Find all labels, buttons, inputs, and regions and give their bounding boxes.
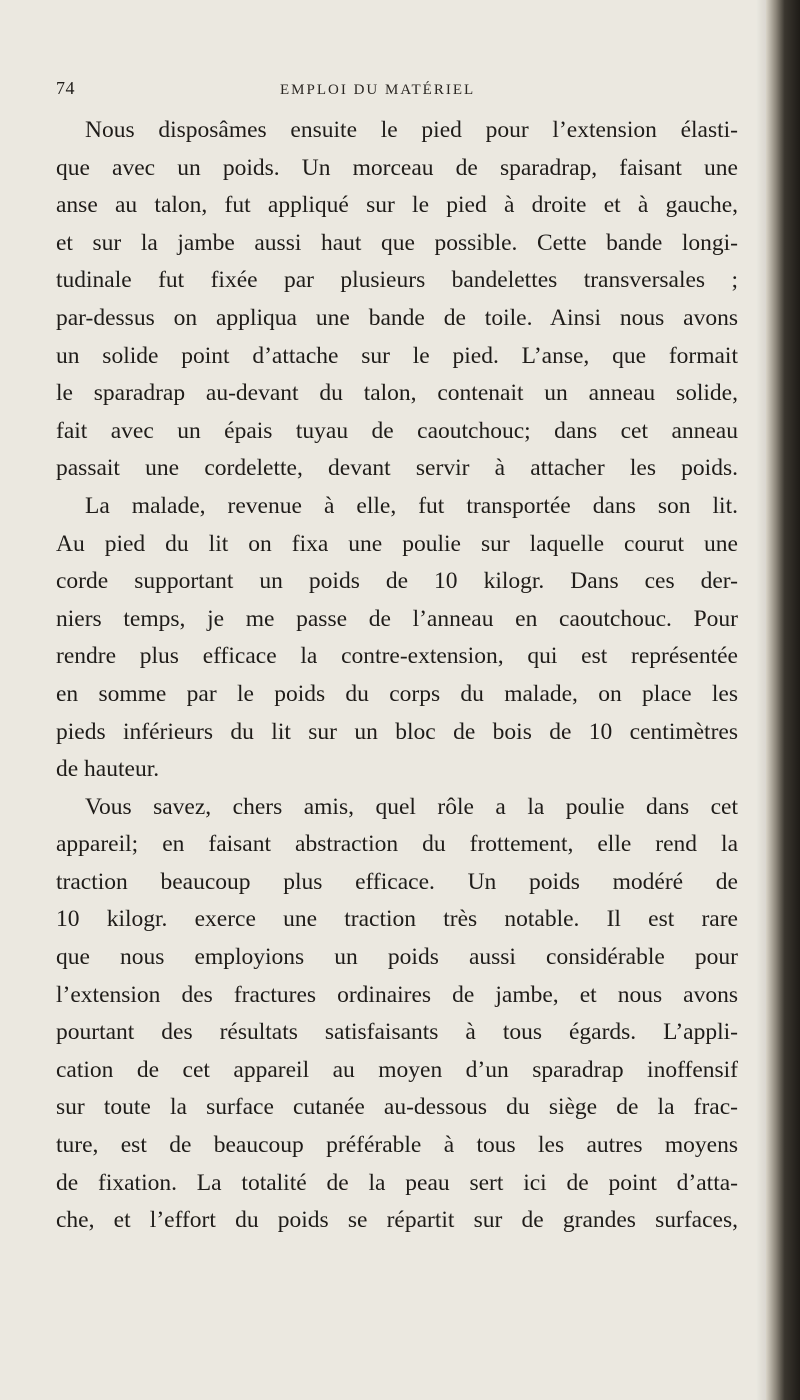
text-line: Au pied du lit on fixa une poulie sur laquelle courut une (56, 530, 738, 557)
body-text (56, 112, 738, 1240)
text-line: fait avec un épais tuyau de caoutchouc; dans cet anneau (56, 417, 738, 444)
text-line: traction beaucoup plus efficace. Un poids modéré de (56, 868, 738, 895)
text-line: le sparadrap au-devant du talon, contenait un anneau solide, (56, 380, 738, 407)
text-line: sur toute la surface cutanée au-dessous du siège de la frac- (56, 1094, 738, 1121)
text-line: par-dessus on appliqua une bande de toile. Ainsi nous avons (56, 304, 738, 331)
text-line: corde supportant un poids de 10 kilogr. Dans ces der- (56, 568, 738, 595)
text-line: un solide point d’attache sur le pied. L’anse, que formait (56, 342, 738, 369)
text-line: de fixation. La totalité de la peau sert ici de point d’atta- (56, 1169, 738, 1196)
text-line: Vous savez, chers amis, quel rôle a la poulie dans cet (85, 793, 738, 820)
text-line: ture, est de beaucoup préférable à tous les autres moyens (56, 1132, 738, 1159)
text-line: niers temps, je me passe de l’anneau en caoutchouc. Pour (56, 605, 738, 632)
text-line: l’extension des fractures ordinaires de jambe, et nous avons (56, 981, 738, 1008)
running-head: EMPLOI DU MATÉRIEL (280, 82, 476, 98)
text-line: rendre plus efficace la contre-extension, qui est représentée (56, 643, 738, 670)
binding-shadow (756, 0, 766, 1400)
page-number: 74 (56, 78, 75, 98)
text-line: che, et l’effort du poids se répartit sur de grandes surfaces, (56, 1207, 738, 1234)
book-binding-edge (766, 0, 800, 1400)
text-line: Nous disposâmes ensuite le pied pour l’extension élasti- (85, 117, 738, 143)
text-line: cation de cet appareil au moyen d’un sparadrap inoffensif (56, 1056, 738, 1083)
text-line: appareil; en faisant abstraction du frottement, elle rend la (56, 831, 738, 858)
text-line: pieds inférieurs du lit sur un bloc de bois de 10 centimètres (56, 718, 738, 745)
text-line: en somme par le poids du corps du malade, on place les (56, 680, 738, 707)
text-line: de hauteur. (56, 756, 160, 783)
text-line: La malade, revenue à elle, fut transportée dans son lit. (85, 492, 738, 519)
text-line: pourtant des résultats satisfaisants à tous égards. L’appli- (56, 1019, 738, 1046)
text-line: que avec un poids. Un morceau de sparadrap, faisant une (56, 154, 738, 181)
text-line: et sur la jambe aussi haut que possible. Cette bande longi- (56, 229, 738, 256)
text-line: anse au talon, fut appliqué sur le pied à droite et à gauche, (56, 192, 738, 219)
text-line: passait une cordelette, devant servir à attacher les poids. (56, 455, 738, 482)
text-line: 10 kilogr. exerce une traction très notable. Il est rare (56, 906, 738, 933)
text-line: tudinale fut fixée par plusieurs bandelettes transversales ; (56, 267, 738, 294)
text-line: que nous employions un poids aussi considérable pour (56, 944, 738, 971)
